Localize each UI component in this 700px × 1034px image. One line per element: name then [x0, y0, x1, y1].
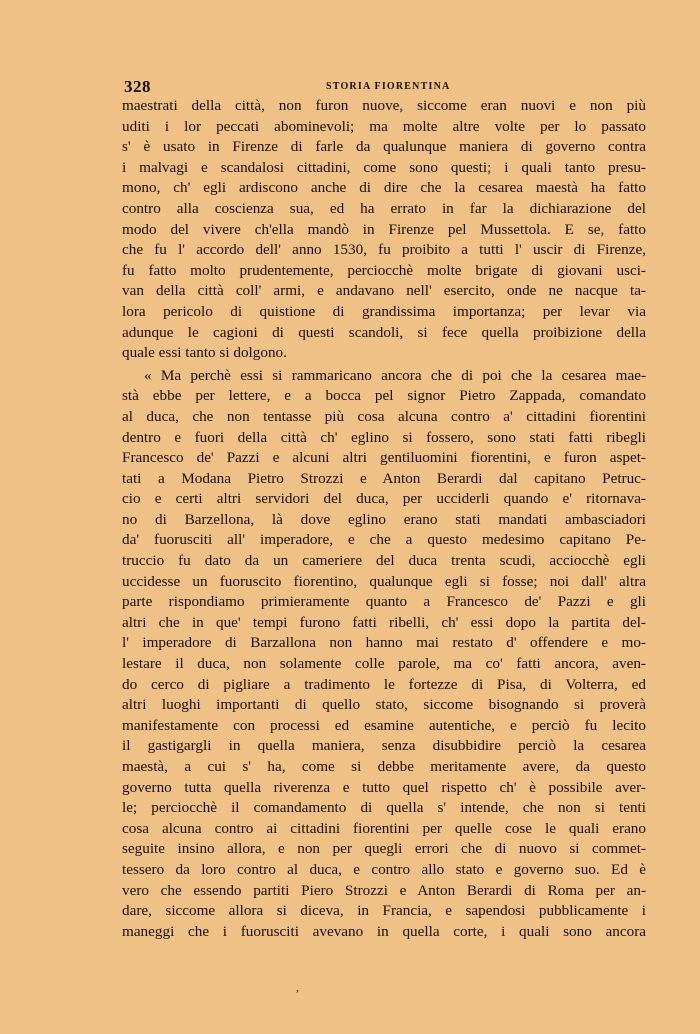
- text-line: mono, ch' egli ardiscono anche di dire che la cesarea maestà ha fatto: [122, 179, 646, 197]
- text-line: fu fatto molto prudentemente, perciocchè molte brigate di giovani usci-: [122, 261, 646, 279]
- text-line: tati a Modana Pietro Strozzi e Anton Berardi dal capitano Petruc-: [122, 469, 646, 487]
- text-line: maestà, a cui s' ha, come si debbe meritamente avere, da questo: [122, 758, 646, 775]
- text-line: al duca, che non tentasse più cosa alcuna contro a' cittadini fiorentini: [122, 407, 646, 425]
- text-line: l' imperadore di Barzallona non hanno mai restato d' offendere e mo-: [122, 634, 646, 652]
- text-line: quale essi tanto si dolgono.: [122, 344, 287, 362]
- text-line: no di Barzellona, là dove eglino erano stati mandati ambasciadori: [122, 510, 646, 528]
- running-head: STORIA FIORENTINA: [326, 81, 451, 92]
- page-number: 328: [124, 77, 151, 96]
- text-line: parte rispondiamo primieramente quanto a Francesco de' Pazzi e gli: [122, 593, 646, 611]
- text-line: da' fuorusciti all' imperadore, e che a questo medesimo capitano Pe-: [122, 531, 646, 549]
- text-line: adunque le cagioni di questi scandoli, si fece quella proibizione della: [122, 323, 646, 341]
- text-line: che fu l' accordo dell' anno 1530, fu proibito a tutti l' uscir di Firenze,: [122, 241, 646, 259]
- text-line: stà ebbe per lettere, e a bocca pel signor Pietro Zappada, comandato: [122, 387, 646, 405]
- text-line: maneggi che i fuorusciti avevano in quella corte, i quali sono ancora: [122, 922, 646, 940]
- text-line: i malvagi e scandalosi cittadini, come sono questi; i quali tanto presu-: [122, 158, 646, 176]
- text-line: manifestamente con processi ed esamine autentiche, e perciò fu lecito: [122, 716, 646, 734]
- text-line: dentro e fuori della città ch' eglino si fossero, sono stati fatti ribegli: [122, 428, 646, 446]
- text-line: tessero da loro contro al duca, e contro allo stato e governo suo. Ed è: [122, 860, 646, 878]
- text-line: dare, siccome allora si diceva, in Francia, e sapendosi pubblicamente i: [122, 902, 646, 920]
- text-line: Francesco de' Pazzi e alcuni altri gentiluomini fiorentini, e furon aspet-: [122, 449, 646, 467]
- text-line: van della città coll' armi, e andavano nell' esercito, onde ne nacque ta-: [122, 282, 646, 300]
- text-line: cio e certi altri servidori del duca, per ucciderli quando e' ritornava-: [122, 490, 646, 508]
- print-speck: ,: [296, 980, 299, 994]
- text-line: modo del vivere ch'ella mandò in Firenze pel Mussettola. E se, fatto: [122, 220, 646, 238]
- text-line: governo tutta quella riverenza e tutto quel rispetto ch' è possibile aver-: [122, 778, 646, 796]
- paragraph-1: [122, 96, 646, 364]
- text-line: uccidesse un fuoruscito fiorentino, qualunque egli si fosse; noi dall' altra: [122, 572, 646, 590]
- text-line: lestare il duca, non solamente colle parole, ma co' fatti ancora, aven-: [122, 655, 646, 673]
- text-line: le; perciocchè il comandamento di quella s' intende, che non si tenti: [122, 799, 646, 817]
- text-line: vero che essendo partiti Piero Strozzi e Anton Berardi di Roma per an-: [122, 881, 646, 899]
- text-line: cosa alcuna contro ai cittadini fiorentini per quelle cose le quali erano: [122, 819, 646, 837]
- page-header: [124, 77, 648, 95]
- text-line: lora pericolo di quistione di grandissima importanza; per levar via: [122, 302, 646, 320]
- text-line: seguite insino allora, e non per quegli errori che di nuovo si commet-: [122, 840, 646, 858]
- text-line: maestrati della città, non furon nuove, siccome eran nuovi e non più: [122, 97, 646, 114]
- text-line: il gastigargli in quella maniera, senza disubbidire perciò la cesarea: [122, 737, 646, 755]
- text-line: uditi i lor peccati abominevoli; ma molte altre volte per lo passato: [122, 117, 646, 135]
- text-line: contro alla coscienza sua, ed ha errato in far la dichiarazione del: [122, 199, 646, 217]
- text-line: truccio fu dato da un cameriere del duca trenta scudi, acciocchè egli: [122, 552, 646, 570]
- text-line: altri che in que' tempi furono fatti ribelli, ch' essi dopo la partita del-: [122, 613, 646, 631]
- text-line: « Ma perchè essi si rammaricano ancora che di poi che la cesarea mae-: [144, 366, 646, 384]
- text-line: do cerco di pigliare a tradimento le fortezze di Pisa, di Volterra, ed: [122, 675, 646, 693]
- paragraph-2: [122, 366, 646, 943]
- body-text: [122, 96, 646, 942]
- text-line: altri luoghi importanti di quello stato, siccome bisognando si proverà: [122, 696, 646, 714]
- text-line: s' è usato in Firenze di farle da qualunque maniera di governo contra: [122, 138, 646, 156]
